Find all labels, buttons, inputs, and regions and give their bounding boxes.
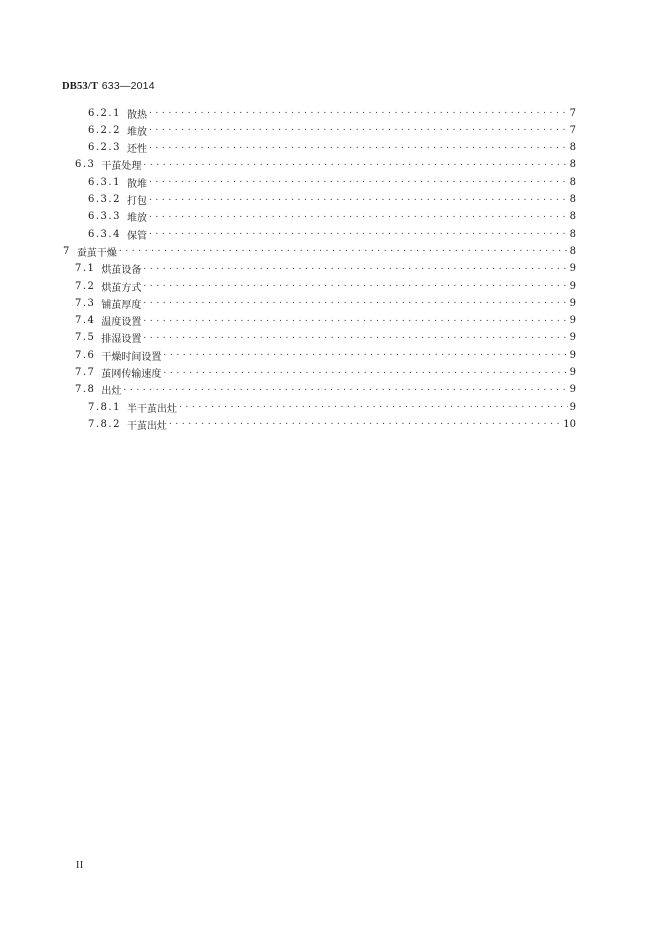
toc-entry-title: 温度设置: [101, 317, 142, 329]
toc-entry-title: 干茧出灶: [126, 420, 167, 432]
toc-entry[interactable]: [75, 329, 576, 347]
toc-leader-dots: [149, 176, 568, 188]
toc-leader-dots: [149, 194, 568, 206]
toc-leader-dots: [149, 124, 568, 136]
toc-entry-page: 8: [569, 245, 576, 257]
toc-entry-page: 7: [569, 124, 576, 136]
toc-leader-dots: [143, 315, 567, 327]
toc-entry-number: 7.8.2: [88, 418, 121, 430]
toc-entry[interactable]: [88, 121, 576, 139]
toc-leader-dots: [179, 401, 568, 413]
toc-entry[interactable]: [75, 381, 576, 399]
toc-entry-title: 蚕茧干燥: [76, 247, 117, 259]
toc-entry-number: 6.3: [75, 159, 96, 171]
toc-entry-number: 6.2.3: [88, 142, 121, 154]
toc-entry[interactable]: [88, 208, 576, 226]
toc-leader-dots: [143, 280, 567, 292]
toc-leader-dots: [149, 211, 568, 223]
toc-entry-page: 8: [569, 194, 576, 205]
toc-leader-dots: [149, 107, 568, 119]
toc-entry-page: 8: [569, 228, 576, 240]
toc-entry-title: 堆放: [126, 126, 147, 138]
toc-entry-number: 6.2.1: [88, 107, 121, 119]
toc-entry[interactable]: [75, 364, 576, 382]
toc-entry-page: 8: [569, 211, 576, 223]
toc-entry-title: 散堆: [126, 178, 147, 190]
toc-leader-dots: [169, 418, 561, 430]
page-number: II: [76, 860, 84, 871]
toc-entry-title: 散热: [126, 109, 147, 121]
toc-entry-title: 半干茧出灶: [126, 403, 177, 415]
toc-entry-number: 7.1: [75, 263, 96, 275]
toc-entry-title: 保管: [126, 230, 147, 242]
toc-entry-number: 6.3.3: [88, 211, 121, 223]
toc-leader-dots: [149, 142, 568, 154]
toc-entry[interactable]: [75, 277, 576, 295]
toc-entry[interactable]: [88, 173, 576, 191]
toc-entry-title: 出灶: [101, 386, 122, 398]
toc-entry[interactable]: [88, 225, 576, 243]
toc-entry-number: 7.2: [75, 280, 96, 292]
toc-entry[interactable]: [88, 415, 576, 433]
toc-entry[interactable]: [88, 398, 576, 416]
toc-entry-number: 7.7: [75, 367, 96, 378]
toc-leader-dots: [119, 245, 568, 257]
toc-entry-number: 7.6: [75, 349, 96, 361]
toc-entry-page: 9: [569, 384, 576, 396]
toc-leader-dots: [123, 384, 567, 396]
toc-entry[interactable]: [88, 191, 576, 209]
toc-leader-dots: [163, 367, 567, 379]
toc-entry-title: 干燥时间设置: [101, 351, 162, 363]
toc-entry-number: 6.3.1: [88, 176, 121, 188]
toc-entry-page: 9: [569, 367, 576, 378]
toc-entry-number: 7.8.1: [88, 401, 121, 413]
toc-leader-dots: [149, 228, 568, 240]
toc-entry-page: 10: [563, 418, 576, 430]
toc-entry-title: 烘茧设备: [101, 265, 142, 277]
toc-entry-number: 7: [63, 245, 71, 257]
toc-entry[interactable]: [75, 294, 576, 312]
toc-entry[interactable]: [75, 156, 576, 174]
standard-number: 633—2014: [101, 80, 155, 92]
standard-code: DB53/T: [62, 81, 99, 92]
toc-entry-number: 6.3.2: [88, 194, 121, 205]
toc-entry-title: 干茧处理: [101, 161, 142, 173]
toc-entry-title: 铺茧厚度: [101, 299, 142, 311]
toc-entry-number: 7.3: [75, 297, 96, 309]
toc-entry-page: 8: [569, 159, 576, 171]
toc-entry-number: 7.4: [75, 315, 96, 327]
toc-entry-title: 还性: [126, 144, 147, 156]
toc-entry[interactable]: [88, 139, 576, 157]
toc-leader-dots: [143, 297, 567, 309]
toc-leader-dots: [143, 263, 567, 275]
toc-entry[interactable]: [75, 312, 576, 330]
toc-entry-page: 9: [569, 263, 576, 275]
toc-entry-page: 9: [569, 332, 576, 344]
toc-leader-dots: [143, 332, 567, 344]
toc-entry-number: 7.5: [75, 332, 96, 344]
document-header: [62, 80, 155, 92]
toc-entry-page: 8: [569, 142, 576, 154]
toc-entry[interactable]: [75, 260, 576, 278]
toc-entry[interactable]: [75, 346, 576, 364]
toc-entry-page: 9: [569, 315, 576, 327]
toc-entry-title: 堆放: [126, 213, 147, 225]
toc-leader-dots: [163, 349, 567, 361]
toc-entry-page: 7: [569, 107, 576, 119]
toc-entry-title: 烘茧方式: [101, 282, 142, 294]
toc-entry-number: 6.2.2: [88, 124, 121, 136]
toc-entry-title: 打包: [126, 196, 147, 207]
toc-entry-number: 6.3.4: [88, 228, 121, 240]
toc-entry[interactable]: [63, 242, 576, 260]
toc-entry-page: 8: [569, 176, 576, 188]
toc-entry-page: 9: [569, 349, 576, 361]
toc-entry-page: 9: [569, 280, 576, 292]
toc-entry-title: 茧网传输速度: [101, 369, 162, 380]
toc-leader-dots: [143, 159, 567, 171]
toc-entry-number: 7.8: [75, 384, 96, 396]
toc-entry-page: 9: [569, 401, 576, 413]
toc-entry-page: 9: [569, 297, 576, 309]
toc-entry[interactable]: [88, 104, 576, 122]
toc-entry-title: 排湿设置: [101, 334, 142, 346]
